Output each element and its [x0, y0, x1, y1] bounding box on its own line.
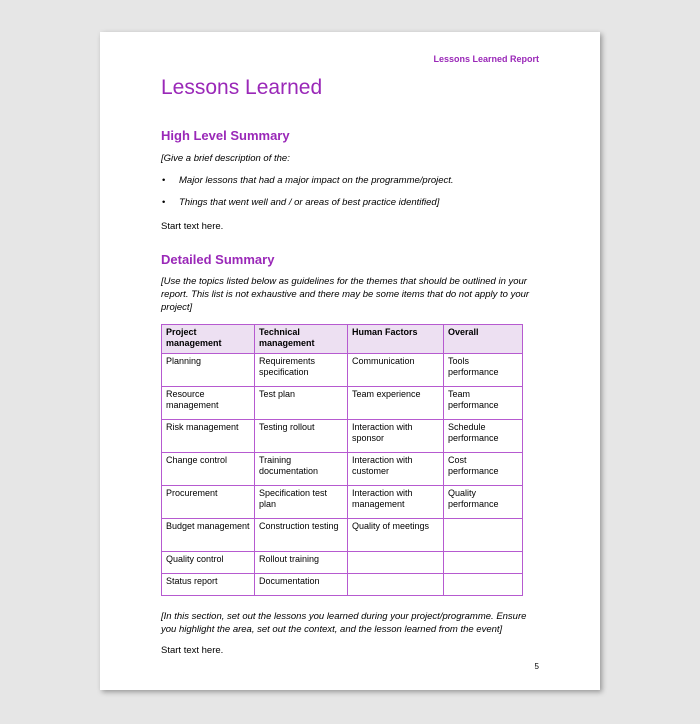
closing-note: [In this section, set out the lessons you learned during your project/programme. Ensure you highlight the area, set out the context, and the lesson learned from the event] [161, 611, 527, 635]
detailed-start-text: Start text here. [161, 645, 224, 656]
table-cell: Cost performance [444, 453, 523, 486]
column-header: Human Factors [348, 325, 444, 354]
table-cell: Interaction with customer [348, 453, 444, 486]
table-cell: Resource management [162, 387, 255, 420]
table-cell: Communication [348, 354, 444, 387]
table-row [162, 552, 523, 574]
bullet-icon: • [162, 175, 166, 186]
table-cell: Risk management [162, 420, 255, 453]
table-cell: Schedule performance [444, 420, 523, 453]
table-cell [444, 519, 523, 552]
document-title: Lessons Learned [161, 76, 323, 99]
table-row [162, 486, 523, 519]
table-cell: Testing rollout [255, 420, 348, 453]
bullet-icon: • [162, 197, 166, 208]
column-header: Overall [444, 325, 523, 354]
table-cell [348, 552, 444, 574]
table-cell: Interaction with sponsor [348, 420, 444, 453]
table-cell: Planning [162, 354, 255, 387]
bullet-text: Things that went well and / or areas of best practice identified] [179, 197, 440, 208]
table-cell: Change control [162, 453, 255, 486]
table-row [162, 420, 523, 453]
table-cell: Test plan [255, 387, 348, 420]
table-cell: Interaction with management [348, 486, 444, 519]
table-cell: Quality of meetings [348, 519, 444, 552]
table-cell: Requirements specification [255, 354, 348, 387]
running-header: Lessons Learned Report [433, 54, 539, 64]
table-cell: Quality performance [444, 486, 523, 519]
table-cell [444, 552, 523, 574]
table-cell: Specification test plan [255, 486, 348, 519]
detailed-intro: [Use the topics listed below as guidelines for the themes that should be outlined in your report. This list is not exhaustive and there may be some items that do not apply to your project] [161, 276, 530, 313]
page-number: 5 [534, 662, 539, 671]
column-header: Technical management [255, 325, 348, 354]
table-row [162, 387, 523, 420]
table-row [162, 354, 523, 387]
bullet-text: Major lessons that had a major impact on the programme/project. [179, 175, 454, 186]
high-level-intro: [Give a brief description of the: [161, 153, 290, 164]
table-cell: Team experience [348, 387, 444, 420]
table-row [162, 574, 523, 596]
column-header: Project management [162, 325, 255, 354]
high-level-start-text: Start text here. [161, 221, 224, 232]
table-cell [444, 574, 523, 596]
table-cell: Training documentation [255, 453, 348, 486]
table-cell [348, 574, 444, 596]
document-page [100, 32, 600, 690]
table-cell: Documentation [255, 574, 348, 596]
high-level-summary-heading: High Level Summary [161, 128, 290, 143]
table-cell: Procurement [162, 486, 255, 519]
table-cell: Status report [162, 574, 255, 596]
list-item [161, 196, 541, 218]
table-cell: Rollout training [255, 552, 348, 574]
table-row [162, 453, 523, 486]
table-cell: Tools performance [444, 354, 523, 387]
table-header-row [162, 325, 523, 354]
list-item [161, 174, 541, 196]
detailed-summary-heading: Detailed Summary [161, 252, 275, 267]
table-cell: Construction testing [255, 519, 348, 552]
table-row [162, 519, 523, 552]
high-level-bullet-list [161, 174, 541, 218]
table-cell: Budget management [162, 519, 255, 552]
topics-table [161, 324, 523, 596]
table-cell: Quality control [162, 552, 255, 574]
table-cell: Team performance [444, 387, 523, 420]
